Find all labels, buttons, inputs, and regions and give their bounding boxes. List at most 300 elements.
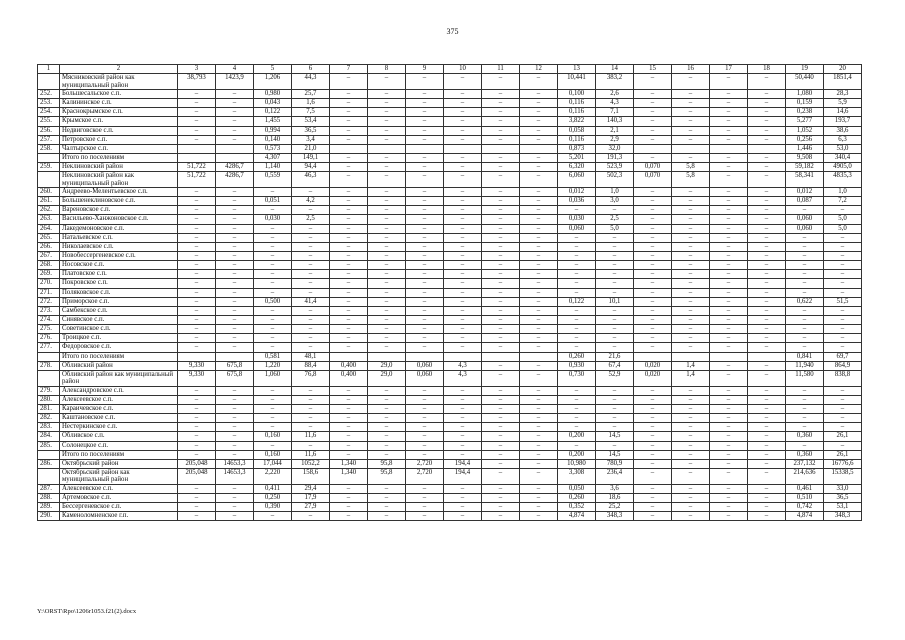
value-cell: – [292, 414, 330, 423]
value-cell: – [520, 242, 558, 251]
value-cell: 1,080 [786, 89, 824, 98]
value-cell: 0,573 [254, 144, 292, 153]
value-cell: – [444, 242, 482, 251]
row-number: 278. [38, 361, 60, 370]
territory-name: Октябрьский район как муниципальный район [60, 468, 178, 484]
value-cell: – [178, 297, 216, 306]
territory-name: Солонецкое с.п. [60, 441, 178, 450]
value-cell: – [368, 188, 406, 197]
value-cell: – [216, 484, 254, 493]
value-cell: – [672, 288, 710, 297]
value-cell: – [216, 503, 254, 512]
value-cell: – [368, 89, 406, 98]
table-row [38, 395, 862, 404]
territory-name: Николаевское с.п. [60, 242, 178, 251]
value-cell [748, 352, 786, 361]
value-cell: – [406, 450, 444, 459]
value-cell: – [786, 334, 824, 343]
value-cell: – [178, 242, 216, 251]
value-cell: – [824, 334, 862, 343]
value-cell: – [254, 306, 292, 315]
value-cell: 0,200 [558, 432, 596, 441]
row-number [38, 172, 60, 188]
table-row [38, 386, 862, 395]
value-cell: 2,5 [596, 215, 634, 224]
value-cell: – [824, 316, 862, 325]
value-cell: – [558, 334, 596, 343]
value-cell: – [748, 414, 786, 423]
territory-name: Андреево-Мелентьевское с.п. [60, 188, 178, 197]
value-cell: 9,508 [786, 153, 824, 162]
value-cell: – [748, 503, 786, 512]
value-cell: 0,160 [254, 450, 292, 459]
value-cell: – [596, 270, 634, 279]
row-number: 270. [38, 279, 60, 288]
territory-name: Натальевское с.п. [60, 233, 178, 242]
column-header: 11 [482, 65, 520, 74]
value-cell: – [178, 343, 216, 352]
value-cell: – [178, 404, 216, 413]
value-cell: 1,340 [330, 459, 368, 468]
value-cell: – [178, 135, 216, 144]
value-cell: – [292, 316, 330, 325]
value-cell: – [786, 395, 824, 404]
table-row [38, 352, 862, 361]
value-cell: 48,1 [292, 352, 330, 361]
column-header: 13 [558, 65, 596, 74]
value-cell [444, 144, 482, 153]
value-cell: – [634, 206, 672, 215]
value-cell: – [748, 197, 786, 206]
territory-name: Платовское с.п. [60, 270, 178, 279]
value-cell: – [558, 441, 596, 450]
value-cell: – [710, 484, 748, 493]
territory-name: Недвиговское с.п. [60, 126, 178, 135]
territory-name: Советинское с.п. [60, 325, 178, 334]
value-cell: 383,2 [596, 74, 634, 90]
territory-name: Носовское с.п. [60, 261, 178, 270]
row-number: 256. [38, 126, 60, 135]
value-cell: – [672, 325, 710, 334]
value-cell [216, 153, 254, 162]
value-cell: – [216, 288, 254, 297]
value-cell: – [444, 395, 482, 404]
value-cell: 59,182 [786, 163, 824, 172]
value-cell: 149,1 [292, 153, 330, 162]
value-cell: 0,159 [786, 99, 824, 108]
table-row [38, 334, 862, 343]
value-cell: – [748, 99, 786, 108]
value-cell [406, 352, 444, 361]
value-cell: 1,140 [254, 163, 292, 172]
value-cell: – [216, 404, 254, 413]
value-cell: – [178, 503, 216, 512]
value-cell: – [178, 441, 216, 450]
value-cell: – [824, 242, 862, 251]
value-cell: – [672, 503, 710, 512]
value-cell: – [596, 261, 634, 270]
value-cell: – [368, 441, 406, 450]
table-row [38, 423, 862, 432]
value-cell: – [672, 414, 710, 423]
value-cell: – [520, 450, 558, 459]
value-cell: 675,8 [216, 361, 254, 370]
value-cell: 53,4 [292, 117, 330, 126]
value-cell: 205,048 [178, 459, 216, 468]
value-cell: – [178, 108, 216, 117]
value-cell: – [406, 334, 444, 343]
value-cell: – [748, 117, 786, 126]
value-cell: – [520, 117, 558, 126]
value-cell: 14653,3 [216, 459, 254, 468]
value-cell: – [748, 386, 786, 395]
table-row [38, 503, 862, 512]
value-cell: – [254, 224, 292, 233]
value-cell: 0,012 [558, 188, 596, 197]
value-cell: – [406, 242, 444, 251]
value-cell: – [596, 343, 634, 352]
row-number: 274. [38, 316, 60, 325]
value-cell: – [558, 325, 596, 334]
territory-name: Вареновское с.п. [60, 206, 178, 215]
value-cell: 0,036 [558, 197, 596, 206]
value-cell: – [748, 215, 786, 224]
value-cell: – [292, 386, 330, 395]
value-cell: – [786, 242, 824, 251]
value-cell: – [406, 261, 444, 270]
value-cell: – [482, 395, 520, 404]
value-cell: – [406, 503, 444, 512]
value-cell: 2,1 [596, 126, 634, 135]
value-cell: – [482, 334, 520, 343]
table-row [38, 297, 862, 306]
value-cell: 4286,7 [216, 172, 254, 188]
value-cell: – [216, 261, 254, 270]
territory-name: Итого по поселениям [60, 153, 178, 162]
value-cell: – [634, 99, 672, 108]
value-cell: – [596, 386, 634, 395]
value-cell: 4,3 [596, 99, 634, 108]
value-cell: – [748, 459, 786, 468]
value-cell: – [444, 117, 482, 126]
territory-name: Каштановское с.п. [60, 414, 178, 423]
value-cell: 4,874 [786, 512, 824, 521]
row-number: 252. [38, 89, 60, 98]
value-cell: 10,441 [558, 74, 596, 90]
value-cell: – [292, 206, 330, 215]
row-number: 283. [38, 423, 60, 432]
value-cell: 1,060 [254, 370, 292, 386]
value-cell: – [634, 242, 672, 251]
value-cell: – [216, 188, 254, 197]
value-cell: – [558, 261, 596, 270]
value-cell: 4,874 [558, 512, 596, 521]
value-cell: – [672, 432, 710, 441]
value-cell: – [672, 126, 710, 135]
value-cell [216, 144, 254, 153]
value-cell: – [216, 423, 254, 432]
value-cell: – [216, 233, 254, 242]
value-cell: – [710, 153, 748, 162]
value-cell: – [178, 261, 216, 270]
value-cell: – [368, 432, 406, 441]
value-cell: – [330, 423, 368, 432]
value-cell: – [710, 441, 748, 450]
value-cell: – [786, 386, 824, 395]
column-header: 10 [444, 65, 482, 74]
value-cell: – [330, 334, 368, 343]
value-cell [482, 352, 520, 361]
value-cell: 348,3 [824, 512, 862, 521]
value-cell: 28,3 [824, 89, 862, 98]
value-cell: – [444, 503, 482, 512]
value-cell: 0,087 [786, 197, 824, 206]
value-cell: 5,9 [824, 99, 862, 108]
value-cell: – [748, 484, 786, 493]
value-cell: 26,1 [824, 450, 862, 459]
table-row [38, 206, 862, 215]
value-cell: – [292, 242, 330, 251]
value-cell: – [482, 297, 520, 306]
value-cell: – [444, 252, 482, 261]
value-cell: – [558, 252, 596, 261]
territory-name: Самбекское с.п. [60, 306, 178, 315]
value-cell: – [710, 361, 748, 370]
value-cell: – [710, 206, 748, 215]
value-cell: – [710, 74, 748, 90]
value-cell: – [824, 325, 862, 334]
value-cell: – [406, 432, 444, 441]
table-row [38, 89, 862, 98]
value-cell: – [634, 316, 672, 325]
territory-name: Алексеевское с.п. [60, 484, 178, 493]
row-number: 275. [38, 325, 60, 334]
value-cell: 11,6 [292, 432, 330, 441]
value-cell: 194,4 [444, 459, 482, 468]
table-row [38, 361, 862, 370]
value-cell: – [406, 224, 444, 233]
value-cell: 9,330 [178, 370, 216, 386]
row-number: 261. [38, 197, 60, 206]
value-cell [178, 153, 216, 162]
value-cell: – [444, 432, 482, 441]
value-cell: 0,030 [254, 215, 292, 224]
value-cell: – [634, 288, 672, 297]
territory-name: Нестеркинское с.п. [60, 423, 178, 432]
value-cell: – [672, 306, 710, 315]
value-cell: – [368, 493, 406, 502]
row-number: 284. [38, 432, 60, 441]
value-cell: – [292, 306, 330, 315]
value-cell: – [482, 126, 520, 135]
value-cell: 523,9 [596, 163, 634, 172]
value-cell: – [520, 361, 558, 370]
value-cell: – [824, 288, 862, 297]
value-cell: – [216, 270, 254, 279]
value-cell: – [520, 215, 558, 224]
value-cell: 780,9 [596, 459, 634, 468]
territory-name: Алексеевское с.п. [60, 395, 178, 404]
value-cell: – [786, 441, 824, 450]
value-cell: 838,8 [824, 370, 862, 386]
value-cell: 0,238 [786, 108, 824, 117]
value-cell: – [596, 423, 634, 432]
value-cell: 0,030 [558, 215, 596, 224]
value-cell: – [558, 206, 596, 215]
value-cell: – [254, 423, 292, 432]
value-cell: – [748, 261, 786, 270]
value-cell: – [330, 99, 368, 108]
column-header: 12 [520, 65, 558, 74]
value-cell: – [748, 74, 786, 90]
value-cell: – [520, 395, 558, 404]
value-cell: – [710, 297, 748, 306]
value-cell: – [444, 224, 482, 233]
value-cell: 0,742 [786, 503, 824, 512]
table-row [38, 512, 862, 521]
table-row [38, 242, 862, 251]
value-cell: – [216, 197, 254, 206]
value-cell: – [444, 334, 482, 343]
value-cell: – [596, 288, 634, 297]
territory-name: Новобессергеневское с.п. [60, 252, 178, 261]
value-cell: – [634, 297, 672, 306]
value-cell: – [672, 74, 710, 90]
value-cell: – [482, 343, 520, 352]
value-cell: – [330, 224, 368, 233]
row-number: 277. [38, 343, 60, 352]
value-cell: – [634, 224, 672, 233]
value-cell: – [824, 252, 862, 261]
value-cell: 502,3 [596, 172, 634, 188]
value-cell: 5,8 [672, 172, 710, 188]
value-cell: – [216, 414, 254, 423]
value-cell: – [406, 153, 444, 162]
value-cell: 4,2 [292, 197, 330, 206]
value-cell: – [330, 163, 368, 172]
value-cell [520, 352, 558, 361]
column-header: 3 [178, 65, 216, 74]
value-cell: – [634, 215, 672, 224]
value-cell: – [710, 117, 748, 126]
value-cell [634, 352, 672, 361]
value-cell: – [406, 172, 444, 188]
value-cell: 51,722 [178, 172, 216, 188]
value-cell: – [748, 242, 786, 251]
value-cell: – [748, 423, 786, 432]
value-cell: 10,980 [558, 459, 596, 468]
value-cell: – [520, 89, 558, 98]
value-cell: – [444, 450, 482, 459]
value-cell: – [672, 99, 710, 108]
value-cell: – [254, 288, 292, 297]
value-cell: – [520, 334, 558, 343]
value-cell: 3,822 [558, 117, 596, 126]
value-cell: – [406, 270, 444, 279]
value-cell: 36,5 [292, 126, 330, 135]
territory-name: Артемовское с.п. [60, 493, 178, 502]
value-cell: – [330, 395, 368, 404]
table-row [38, 306, 862, 315]
value-cell: – [482, 117, 520, 126]
value-cell: – [444, 74, 482, 90]
value-cell: – [444, 423, 482, 432]
value-cell: – [216, 450, 254, 459]
value-cell: – [786, 270, 824, 279]
row-number: 272. [38, 297, 60, 306]
column-header: 18 [748, 65, 786, 74]
value-cell: 194,4 [444, 468, 482, 484]
value-cell [710, 144, 748, 153]
table-row [38, 108, 862, 117]
value-cell: – [634, 343, 672, 352]
value-cell: – [634, 450, 672, 459]
value-cell: – [558, 404, 596, 413]
value-cell: – [292, 188, 330, 197]
value-cell: – [292, 279, 330, 288]
value-cell: – [178, 450, 216, 459]
territory-name: Васильево-Ханжоновское с.п. [60, 215, 178, 224]
value-cell: 14,6 [824, 108, 862, 117]
value-cell: – [444, 288, 482, 297]
value-cell: 26,1 [824, 432, 862, 441]
value-cell: – [748, 468, 786, 484]
value-cell: – [482, 361, 520, 370]
value-cell: – [596, 252, 634, 261]
value-cell: – [178, 432, 216, 441]
value-cell: – [520, 493, 558, 502]
value-cell: – [330, 117, 368, 126]
value-cell: – [710, 343, 748, 352]
table-row [38, 261, 862, 270]
value-cell: – [406, 74, 444, 90]
value-cell: 38,793 [178, 74, 216, 90]
value-cell: 236,4 [596, 468, 634, 484]
value-cell: – [634, 395, 672, 404]
row-number: 279. [38, 386, 60, 395]
value-cell: – [520, 432, 558, 441]
value-cell [748, 144, 786, 153]
row-number: 260. [38, 188, 60, 197]
value-cell: – [748, 334, 786, 343]
value-cell: – [520, 153, 558, 162]
value-cell: 1,4 [672, 370, 710, 386]
value-cell: – [406, 279, 444, 288]
value-cell: – [634, 74, 672, 90]
row-number: 254. [38, 108, 60, 117]
value-cell: – [634, 306, 672, 315]
value-cell: 25,2 [596, 503, 634, 512]
value-cell: – [520, 459, 558, 468]
territory-name: Неклиновский район [60, 163, 178, 172]
value-cell: 41,4 [292, 297, 330, 306]
value-cell: – [406, 512, 444, 521]
value-cell: – [824, 206, 862, 215]
value-cell: – [216, 206, 254, 215]
value-cell: – [672, 242, 710, 251]
table-row [38, 153, 862, 162]
value-cell: – [482, 493, 520, 502]
value-cell: – [254, 270, 292, 279]
value-cell: – [330, 484, 368, 493]
value-cell: – [178, 224, 216, 233]
value-cell: 0,841 [786, 352, 824, 361]
territory-name: Троицкое с.п. [60, 334, 178, 343]
row-number: 273. [38, 306, 60, 315]
value-cell: – [596, 279, 634, 288]
value-cell: – [824, 233, 862, 242]
value-cell: – [330, 343, 368, 352]
